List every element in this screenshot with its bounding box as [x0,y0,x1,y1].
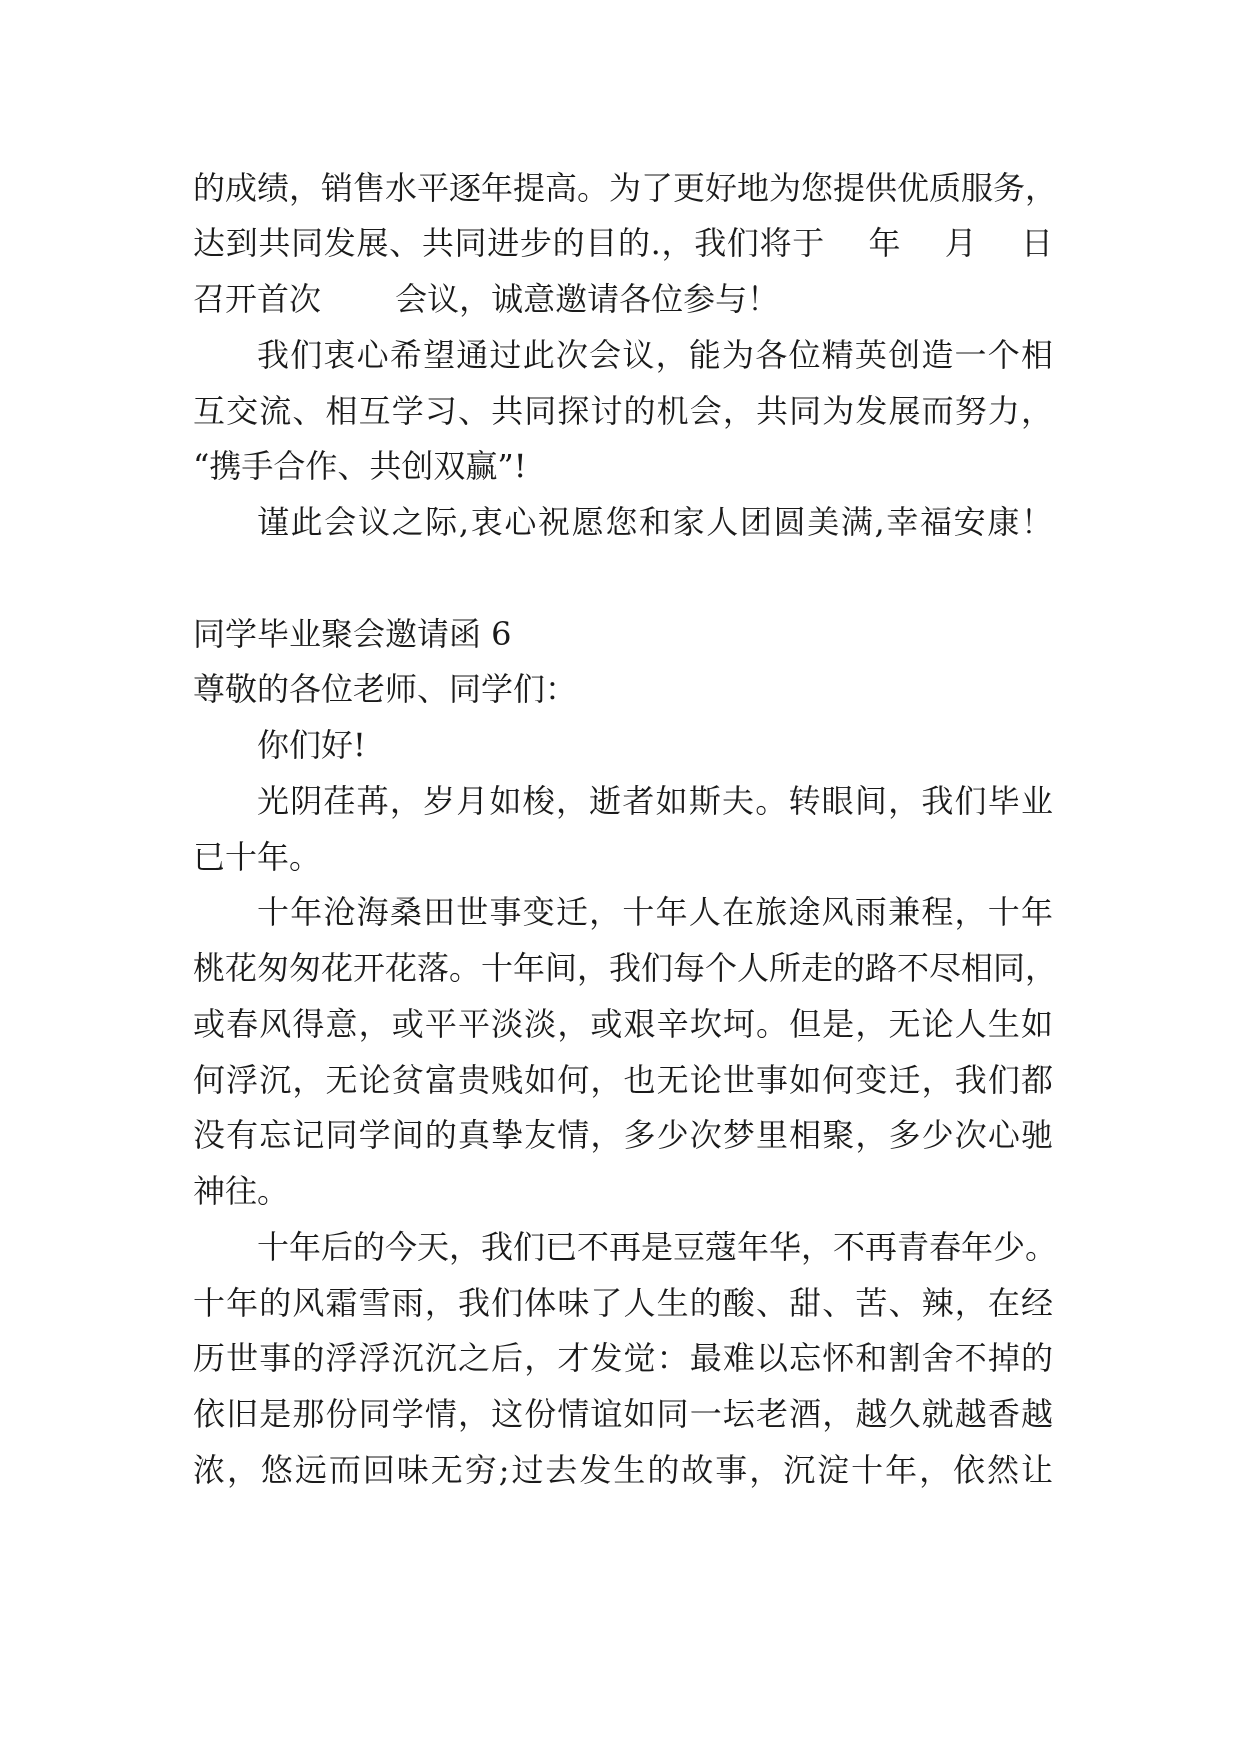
paragraph-line: “携手合作、共创双赢”! [193,447,527,485]
paragraph-line: 桃花匆匆花开花落。十年间，我们每个人所走的路不尽相同， [193,949,1058,987]
paragraph-line: 何浮沉，无论贫富贵贱如何，也无论世事如何变迁，我们都 [193,1061,1053,1099]
paragraph-line: 没有忘记同学间的真挚友情，多少次梦里相聚，多少次心驰 [193,1116,1053,1154]
paragraph-line: 十年的风霜雪雨，我们体味了人生的酸、甜、苦、辣，在经 [193,1284,1053,1322]
salutation: 尊敬的各位老师、同学们： [193,670,578,708]
paragraph-line: 浓，悠远而回味无穷;过去发生的故事，沉淀十年，依然让 [193,1451,1053,1489]
paragraph-line: 或春风得意，或平平淡淡，或艰辛坎坷。但是，无论人生如 [193,1005,1053,1043]
paragraph-line: 十年后的今天，我们已不再是豆蔻年华，不再青春年少。 [257,1228,1058,1266]
paragraph-line: 互交流、相互学习、共同探讨的机会，共同为发展而努力， [193,392,1053,430]
section-title: 同学毕业聚会邀请函 6 [193,615,512,653]
paragraph-line: 光阴荏苒，岁月如梭，逝者如斯夫。转眼间，我们毕业 [257,782,1053,820]
paragraph-line: 达到共同发展、共同进步的目的.，我们将于 年 月 日 [193,224,1053,262]
paragraph-line: 十年沧海桑田世事变迁，十年人在旅途风雨兼程，十年 [257,893,1053,931]
greeting: 你们好! [257,726,366,764]
paragraph-line: 神往。 [193,1172,290,1210]
paragraph-line: 谨此会议之际,衷心祝愿您和家人团圆美满,幸福安康！ [257,503,1053,541]
paragraph-line: 召开首次 会议，诚意邀请各位参与！ [193,280,780,318]
paragraph-line: 依旧是那份同学情，这份情谊如同一坛老酒，越久就越香越 [193,1395,1053,1433]
paragraph-line: 的成绩，销售水平逐年提高。为了更好地为您提供优质服务， [193,169,1058,207]
paragraph-line: 已十年。 [193,838,322,876]
paragraph-line: 历世事的浮浮沉沉之后，才发觉：最难以忘怀和割舍不掉的 [193,1339,1053,1377]
paragraph-line: 我们衷心希望通过此次会议，能为各位精英创造一个相 [257,336,1053,374]
